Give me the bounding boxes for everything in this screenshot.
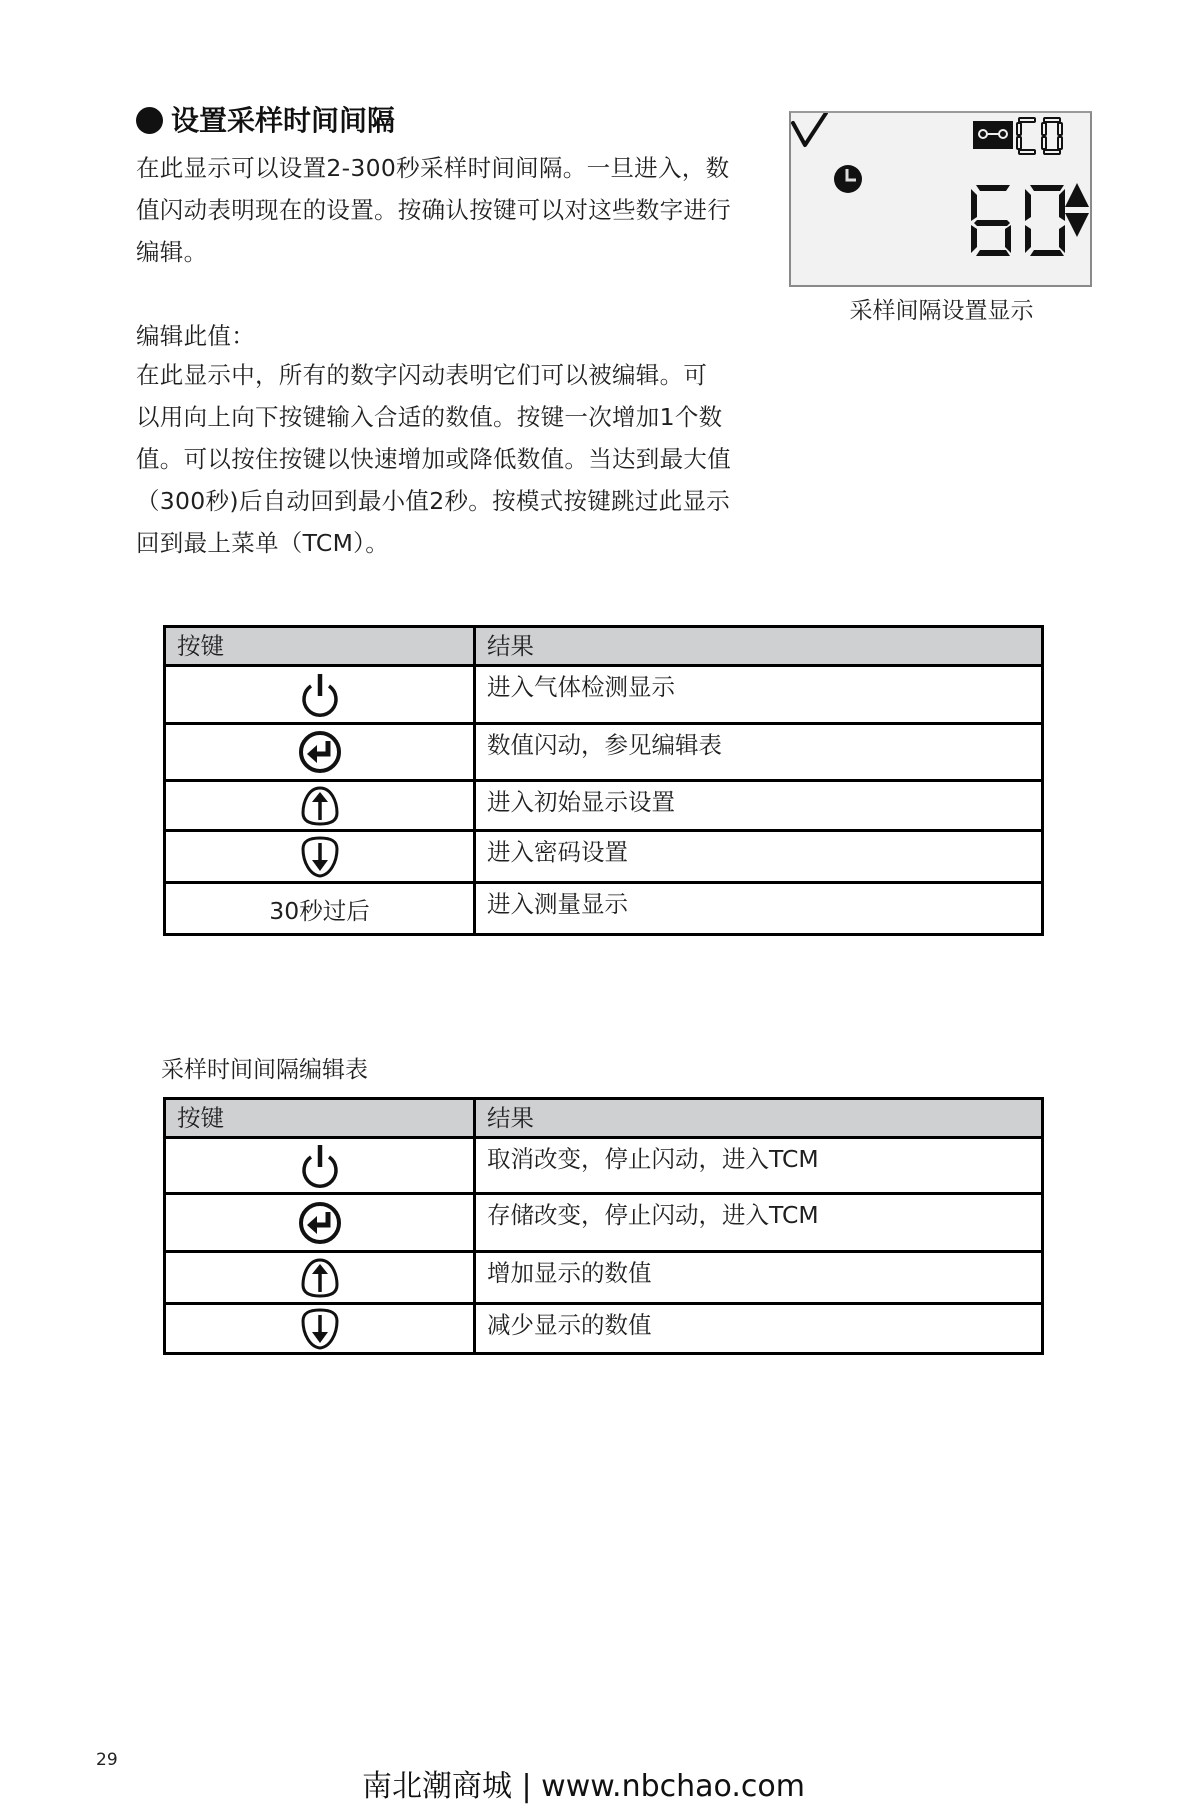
table-row xyxy=(165,1194,1043,1252)
table-row xyxy=(165,1304,1043,1354)
edit-line-4: （300秒)后自动回到最小值2秒。按模式按键跳过此显示 xyxy=(136,487,731,515)
result-cell: 进入初始显示设置 xyxy=(475,781,1043,831)
edit-line-2: 以用向上向下按键输入合适的数值。按键一次增加1个数 xyxy=(136,403,723,431)
lcd-display xyxy=(789,111,1092,287)
result-cell: 数值闪动，参见编辑表 xyxy=(475,724,1043,781)
footer-watermark: 南北潮商城 | www.nbchao.com xyxy=(362,1769,805,1804)
edit-line-5: 回到最上菜单（TCM）。 xyxy=(136,529,390,557)
up-arrow-icon xyxy=(300,785,340,827)
sensor-cassette-icon xyxy=(973,121,1013,149)
key-function-table xyxy=(163,625,1044,936)
header-key: 按键 xyxy=(165,1099,475,1138)
result-cell: 增加显示的数值 xyxy=(475,1252,1043,1304)
table-row xyxy=(165,781,1043,831)
key-cell xyxy=(165,724,475,781)
key-cell xyxy=(165,1252,475,1304)
up-down-arrows-icon xyxy=(1065,183,1089,237)
up-arrow-icon xyxy=(300,1257,340,1299)
table-header-row xyxy=(165,1099,1043,1138)
lcd-caption: 采样间隔设置显示 xyxy=(849,298,1034,324)
bullet-icon xyxy=(136,107,163,134)
key-cell xyxy=(165,666,475,724)
checkmark-icon xyxy=(793,113,826,145)
value-digits-60 xyxy=(971,185,1065,256)
section-title xyxy=(136,103,395,139)
edit-table xyxy=(163,1097,1044,1355)
key-cell xyxy=(165,1194,475,1252)
key-cell xyxy=(165,1138,475,1194)
table-row xyxy=(165,1138,1043,1194)
edit-table-caption: 采样时间间隔编辑表 xyxy=(161,1057,368,1083)
page-number: 29 xyxy=(96,1750,118,1770)
table-header-row xyxy=(165,627,1043,666)
clock-icon xyxy=(834,165,862,193)
key-cell xyxy=(165,1304,475,1354)
key-cell xyxy=(165,831,475,883)
result-cell: 进入密码设置 xyxy=(475,831,1043,883)
header-result: 结果 xyxy=(475,627,1043,666)
enter-icon xyxy=(297,729,343,775)
key-cell-text: 30秒过后 xyxy=(165,883,475,935)
down-arrow-icon xyxy=(300,1307,340,1351)
table-row xyxy=(165,831,1043,883)
power-icon xyxy=(298,672,342,718)
edit-line-1: 在此显示中，所有的数字闪动表明它们可以被编辑。可 xyxy=(136,361,708,389)
intro-line-2: 值闪动表明现在的设置。按确认按键可以对这些数字进行 xyxy=(136,196,731,224)
gas-label-co xyxy=(1017,118,1062,154)
table-row xyxy=(165,724,1043,781)
intro-line-3: 编辑。 xyxy=(136,238,208,266)
header-key: 按键 xyxy=(165,627,475,666)
section-title-text: 设置采样时间间隔 xyxy=(171,104,396,137)
header-result: 结果 xyxy=(475,1099,1043,1138)
intro-line-1: 在此显示可以设置2-300秒采样时间间隔。一旦进入，数 xyxy=(136,154,730,182)
power-icon xyxy=(298,1143,342,1189)
edit-line-3: 值。可以按住按键以快速增加或降低数值。当达到最大值 xyxy=(136,445,731,473)
down-arrow-icon xyxy=(300,835,340,879)
result-cell: 减少显示的数值 xyxy=(475,1304,1043,1354)
result-cell: 进入气体检测显示 xyxy=(475,666,1043,724)
table-row xyxy=(165,883,1043,935)
result-cell: 进入测量显示 xyxy=(475,883,1043,935)
edit-heading: 编辑此值： xyxy=(136,322,255,350)
result-cell: 存储改变，停止闪动，进入TCM xyxy=(475,1194,1043,1252)
key-cell xyxy=(165,781,475,831)
enter-icon xyxy=(297,1200,343,1246)
table-row xyxy=(165,1252,1043,1304)
table-row xyxy=(165,666,1043,724)
result-cell: 取消改变，停止闪动，进入TCM xyxy=(475,1138,1043,1194)
